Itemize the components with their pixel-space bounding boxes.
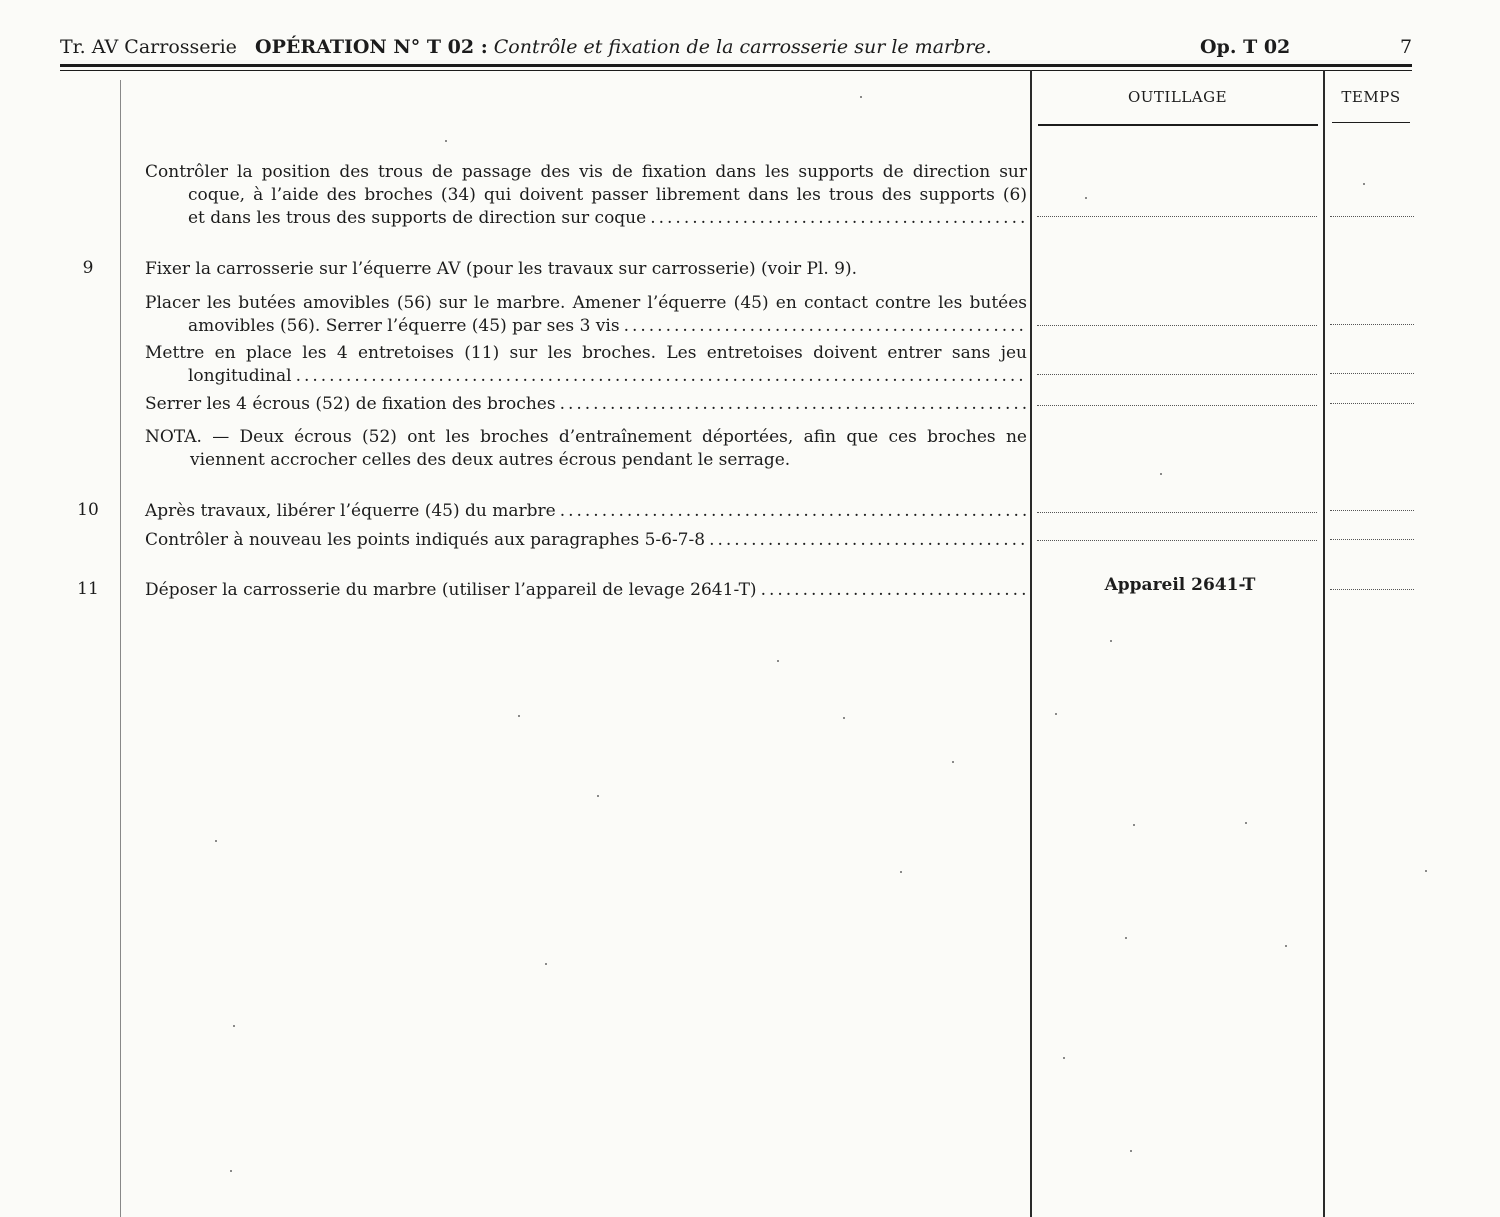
left-margin-line: [120, 80, 121, 1217]
op-code: Op. T 02: [1200, 36, 1291, 58]
scan-speck: [233, 1025, 235, 1027]
scan-speck: [1285, 945, 1287, 947]
section-label: Tr. AV Carrosserie: [60, 36, 237, 58]
header-line: [60, 36, 992, 58]
temps-entry-line: [1330, 403, 1414, 404]
temps-entry-line: [1330, 589, 1414, 590]
text-line: Mettre en place les 4 entretoises (11) sur les broches. Les entretoises doivent entrer sans jeu: [145, 343, 1027, 363]
scan-speck: [1363, 183, 1365, 185]
temps-entry-line: [1330, 539, 1414, 540]
step-number: 11: [77, 579, 99, 599]
leader-dots: [624, 315, 1027, 338]
scan-speck: [1160, 473, 1162, 475]
leader-dots: [650, 207, 1027, 230]
scan-speck: [900, 871, 902, 873]
paragraph-tighten-nuts: [145, 393, 1027, 416]
header-rule-thick: [60, 64, 1412, 67]
scan-speck: [1085, 197, 1087, 199]
scan-speck: [545, 963, 547, 965]
scan-speck: [1425, 870, 1427, 872]
leader-dots: [560, 500, 1027, 523]
scan-speck: [843, 717, 845, 719]
step-10-release: [145, 500, 1027, 523]
scan-speck: [518, 715, 520, 717]
temps-entry-line: [1330, 510, 1414, 511]
text-line: amovibles (56). Serrer l’équerre (45) par ses 3 vis: [188, 316, 620, 336]
scan-speck: [1110, 640, 1112, 642]
scan-speck: [597, 795, 599, 797]
temps-entry-line: [1330, 324, 1414, 325]
scan-speck: [952, 761, 954, 763]
text-line: NOTA. — Deux écrous (52) ont les broches d’entraînement déportées, afin que ces broches ne: [145, 427, 1027, 447]
scan-speck: [230, 1170, 232, 1172]
text-line: et dans les trous des supports de direction sur coque: [188, 208, 647, 228]
operation-title: Contrôle et fixation de la carrosserie sur le marbre.: [493, 36, 992, 58]
outillage-column-line: [1030, 70, 1032, 1217]
text-line: Après travaux, libérer l’équerre (45) du marbre: [145, 501, 556, 521]
text-line: Placer les butées amovibles (56) sur le marbre. Amener l’équerre (45) en contact contre les butées: [145, 293, 1027, 313]
scan-speck: [777, 660, 779, 662]
text-line: longitudinal: [188, 366, 292, 386]
text-line: Contrôler la position des trous de passage des vis de fixation dans les supports de direction sur: [145, 162, 1027, 182]
outillage-entry-line: [1037, 374, 1317, 375]
temps-column-line: [1323, 70, 1325, 1217]
column-heading-temps: TEMPS: [1341, 88, 1401, 106]
step-number: 9: [82, 258, 94, 278]
paragraph-recheck: [145, 529, 1027, 552]
scan-speck: [1063, 1057, 1065, 1059]
text-line: viennent accrocher celles des deux autres écrous pendant le serrage.: [190, 450, 791, 470]
header-rule-thin: [60, 70, 1412, 71]
text-line: coque, à l’aide des broches (34) qui doivent passer librement dans les trous des supports (6): [188, 185, 1027, 205]
paragraph-place-stops: [145, 292, 1027, 338]
operation-number: OPÉRATION N° T 02 :: [255, 36, 488, 58]
scan-speck: [1055, 713, 1057, 715]
column-heading-outillage: OUTILLAGE: [1127, 88, 1228, 106]
step-9-title: [145, 258, 1027, 281]
outillage-entry-line: [1037, 512, 1317, 513]
scan-speck: [1130, 1150, 1132, 1152]
leader-dots: [761, 579, 1027, 602]
outillage-entry-line: [1037, 216, 1317, 217]
page-number: 7: [1400, 36, 1413, 58]
scan-speck: [445, 140, 447, 142]
temps-entry-line: [1330, 216, 1414, 217]
scan-speck: [215, 840, 217, 842]
step-11-remove: [145, 579, 1027, 602]
outillage-heading-rule: [1038, 124, 1318, 126]
text-line: Déposer la carrosserie du marbre (utiliser l’appareil de levage 2641-T): [145, 580, 757, 600]
outillage-entry-line: [1037, 540, 1317, 541]
outillage-entry-line: [1037, 325, 1317, 326]
scan-speck: [1133, 824, 1135, 826]
temps-heading-rule: [1332, 122, 1410, 123]
paragraph-spacers: [145, 342, 1027, 388]
nota-paragraph: [145, 426, 1027, 472]
leader-dots: [560, 393, 1027, 416]
outillage-entry-line: [1037, 405, 1317, 406]
tool-appareil: Appareil 2641-T: [1104, 575, 1256, 595]
scan-speck: [1125, 937, 1127, 939]
paragraph-check-holes: [145, 161, 1027, 230]
temps-entry-line: [1330, 373, 1414, 374]
text-line: Serrer les 4 écrous (52) de fixation des broches: [145, 394, 556, 414]
text-line: Fixer la carrosserie sur l’équerre AV (pour les travaux sur carrosserie) (voir Pl. 9).: [145, 259, 858, 279]
scan-speck: [1245, 822, 1247, 824]
leader-dots: [709, 529, 1027, 552]
text-line: Contrôler à nouveau les points indiqués aux paragraphes 5-6-7-8: [145, 530, 706, 550]
leader-dots: [296, 365, 1027, 388]
scan-speck: [860, 96, 862, 98]
step-number: 10: [77, 500, 99, 520]
